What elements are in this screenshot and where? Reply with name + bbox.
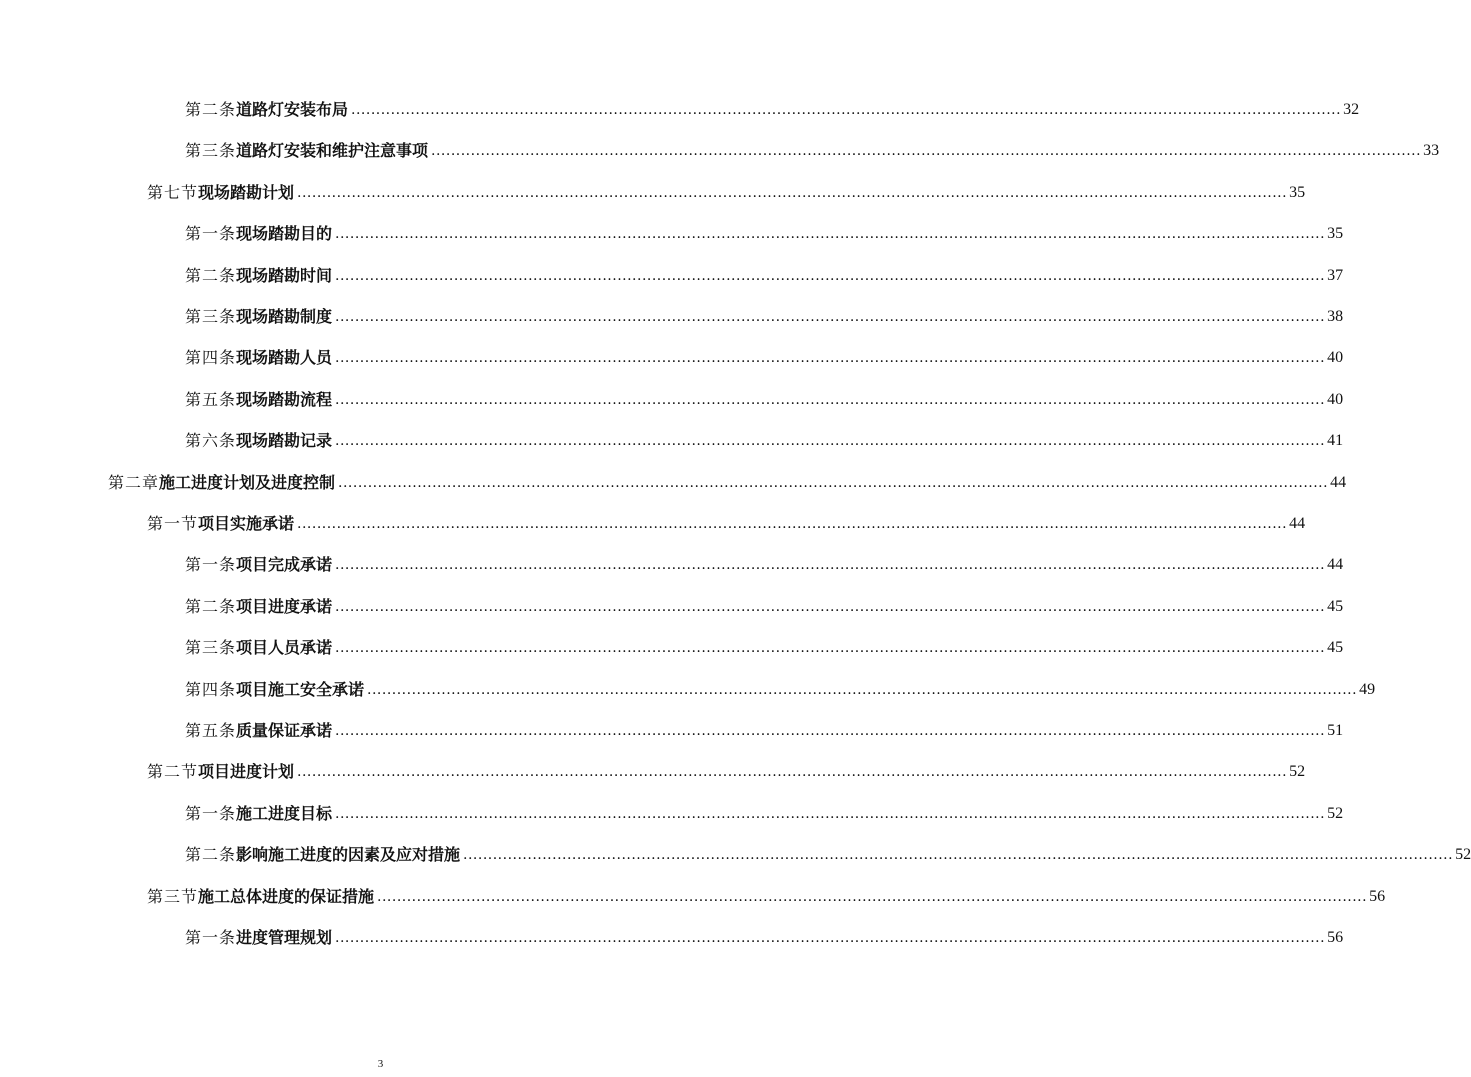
dot-leader: ........................................................................................................................................................................................................ xyxy=(335,433,1326,450)
toc-entry-number: 第五条 xyxy=(185,721,237,740)
toc-entry[interactable] xyxy=(108,470,1347,494)
toc-entry-title: 项目施工安全承诺 xyxy=(236,679,365,699)
toc-entry-number: 第三条 xyxy=(185,141,237,161)
toc-entry-number: 第一条 xyxy=(185,224,237,244)
toc-entry-number: 第二章 xyxy=(108,472,160,492)
toc-entry-page: 51 xyxy=(1327,722,1344,739)
toc-entry-title: 施工进度计划及进度控制 xyxy=(159,472,336,492)
toc-entry-title: 现场踏勘目的 xyxy=(236,224,333,244)
toc-entry-title: 现场踏勘制度 xyxy=(236,307,333,326)
toc-entry[interactable] xyxy=(185,552,1344,576)
toc-entry-title: 进度管理规划 xyxy=(236,928,333,947)
toc-entry-title: 现场踏勘人员 xyxy=(236,348,333,368)
toc-entry[interactable] xyxy=(185,97,1360,121)
toc-entry-title: 项目实施承诺 xyxy=(198,514,295,533)
toc-entry-number: 第一节 xyxy=(147,514,199,533)
page-number: 3 xyxy=(377,1058,384,1070)
toc-entry-page: 40 xyxy=(1327,349,1344,367)
dot-leader: ........................................................................................................................................................................................................ xyxy=(335,805,1326,822)
toc-entry[interactable] xyxy=(185,635,1344,659)
dot-leader: ........................................................................................................................................................................................................ xyxy=(297,764,1288,781)
toc-entry[interactable] xyxy=(185,718,1344,742)
toc-entry-number: 第一条 xyxy=(185,555,237,575)
toc-entry[interactable] xyxy=(147,511,1306,535)
toc-entry-title: 施工进度目标 xyxy=(236,803,333,823)
toc-entry-page: 49 xyxy=(1359,680,1376,698)
dot-leader: ........................................................................................................................................................................................................ xyxy=(338,474,1329,491)
dot-leader: ........................................................................................................................................................................................................ xyxy=(377,888,1368,905)
toc-entry-page: 33 xyxy=(1423,142,1440,160)
toc-entry-title: 项目人员承诺 xyxy=(236,638,333,658)
dot-leader: ........................................................................................................................................................................................................ xyxy=(335,723,1326,739)
toc-entry[interactable] xyxy=(185,221,1344,245)
toc-entry-page: 37 xyxy=(1327,266,1344,284)
toc-entry[interactable] xyxy=(185,345,1344,369)
toc-entry-number: 第四条 xyxy=(185,679,237,699)
dot-leader: ........................................................................................................................................................................................................ xyxy=(335,930,1326,946)
toc-entry[interactable] xyxy=(147,180,1306,204)
toc-entry[interactable] xyxy=(185,304,1344,328)
toc-entry[interactable] xyxy=(147,884,1386,908)
toc-entry-number: 第三条 xyxy=(185,638,237,658)
toc-entry-title: 施工总体进度的保证措施 xyxy=(198,886,375,906)
dot-leader: ........................................................................................................................................................................................................ xyxy=(463,847,1454,864)
toc-entry-page: 56 xyxy=(1369,887,1386,905)
toc-entry-page: 41 xyxy=(1327,432,1344,450)
toc-entry-page: 52 xyxy=(1289,763,1306,781)
toc-entry-title: 影响施工进度的因素及应对措施 xyxy=(236,845,461,865)
toc-entry-page: 35 xyxy=(1289,183,1306,201)
toc-entry[interactable] xyxy=(185,677,1376,701)
toc-entry-page: 32 xyxy=(1343,101,1360,118)
toc-entry-number: 第一条 xyxy=(185,803,237,823)
toc-entry[interactable] xyxy=(185,263,1344,287)
toc-entry-page: 38 xyxy=(1327,308,1344,325)
toc-entry-number: 第四条 xyxy=(185,348,237,368)
dot-leader: ........................................................................................................................................................................................................ xyxy=(335,640,1326,657)
dot-leader: ........................................................................................................................................................................................................ xyxy=(431,143,1422,160)
toc-entry-page: 56 xyxy=(1327,929,1344,946)
toc-entry[interactable] xyxy=(185,801,1344,825)
toc-entry[interactable] xyxy=(185,594,1344,618)
toc-entry-title: 现场踏勘计划 xyxy=(198,182,295,202)
toc-entry-page: 52 xyxy=(1327,804,1344,822)
toc-entry[interactable] xyxy=(185,925,1344,949)
toc-entry-title: 项目进度承诺 xyxy=(236,596,333,616)
toc-entry-number: 第二节 xyxy=(147,762,199,782)
dot-leader: ........................................................................................................................................................................................................ xyxy=(367,681,1358,698)
toc-entry-number: 第五条 xyxy=(185,389,237,409)
toc-entry-title: 质量保证承诺 xyxy=(236,721,333,740)
toc-entry-number: 第三节 xyxy=(147,886,199,906)
toc-entry-number: 第六条 xyxy=(185,431,237,451)
dot-leader: ........................................................................................................................................................................................................ xyxy=(335,226,1326,243)
toc-entry[interactable] xyxy=(185,428,1344,452)
toc-entry-number: 第二条 xyxy=(185,596,237,616)
toc-entry-number: 第二条 xyxy=(185,845,237,865)
dot-leader: ........................................................................................................................................................................................................ xyxy=(335,557,1326,574)
dot-leader: ........................................................................................................................................................................................................ xyxy=(351,102,1342,118)
dot-leader: ........................................................................................................................................................................................................ xyxy=(297,184,1288,201)
toc-entry-page: 44 xyxy=(1327,556,1344,574)
dot-leader: ........................................................................................................................................................................................................ xyxy=(297,516,1288,532)
toc-entry[interactable] xyxy=(185,387,1344,411)
toc-entry-number: 第二条 xyxy=(185,265,237,285)
toc-entry-number: 第七节 xyxy=(147,182,199,202)
toc-entry-title: 现场踏勘记录 xyxy=(236,431,333,451)
toc-entry-title: 现场踏勘时间 xyxy=(236,265,333,285)
toc-entry-title: 项目进度计划 xyxy=(198,762,295,782)
dot-leader: ........................................................................................................................................................................................................ xyxy=(335,391,1326,408)
dot-leader: ........................................................................................................................................................................................................ xyxy=(335,350,1326,367)
toc-entry-page: 44 xyxy=(1289,515,1306,532)
toc-entry[interactable] xyxy=(147,759,1306,783)
toc-entry-page: 45 xyxy=(1327,639,1344,657)
toc-entry-title: 道路灯安装布局 xyxy=(236,100,349,119)
toc-entry-number: 第二条 xyxy=(185,100,237,119)
toc-entry-number: 第三条 xyxy=(185,307,237,326)
dot-leader: ........................................................................................................................................................................................................ xyxy=(335,309,1326,325)
toc-entry-page: 40 xyxy=(1327,390,1344,408)
toc-entry[interactable] xyxy=(185,138,1440,162)
toc-entry-title: 现场踏勘流程 xyxy=(236,389,333,409)
toc-entry-page: 52 xyxy=(1455,846,1471,864)
toc-entry-page: 45 xyxy=(1327,597,1344,615)
toc-entry-page: 35 xyxy=(1327,225,1344,243)
toc-entry-title: 项目完成承诺 xyxy=(236,555,333,575)
dot-leader: ........................................................................................................................................................................................................ xyxy=(335,267,1326,284)
toc-entry-page: 44 xyxy=(1330,473,1347,491)
toc-entry[interactable] xyxy=(185,842,1471,866)
toc-entry-title: 道路灯安装和维护注意事项 xyxy=(236,141,429,161)
toc-entry-number: 第一条 xyxy=(185,928,237,947)
dot-leader: ........................................................................................................................................................................................................ xyxy=(335,598,1326,615)
